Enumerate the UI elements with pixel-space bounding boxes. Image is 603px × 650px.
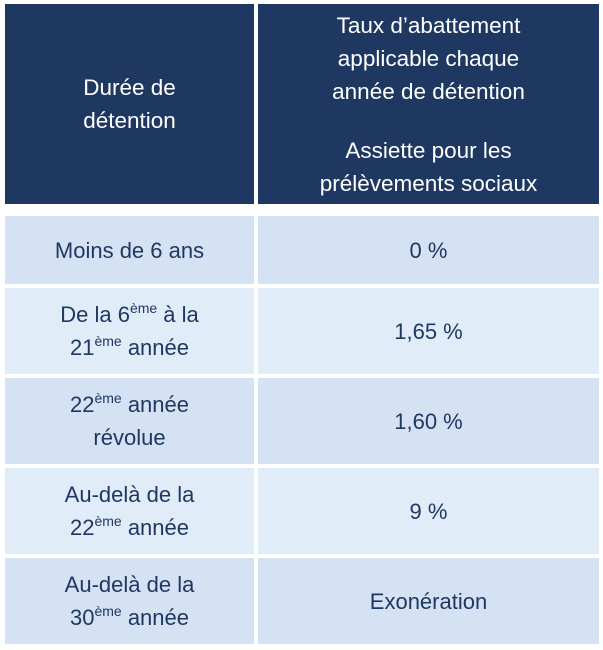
header-rate-line-2: applicable chaque [337, 45, 520, 71]
row-4-duration-line-1 [65, 478, 195, 511]
row-4-rate-cell [258, 468, 599, 554]
header-duration-cell [5, 4, 254, 204]
row-2-l1-sup: ème [129, 299, 158, 316]
row-4-l2-pre: 22 [69, 515, 95, 540]
row-3-l1-sup: ème [94, 389, 122, 406]
row-2-l1-pre: De la 6 [60, 302, 130, 327]
row-3-l2-pre: révolue [93, 425, 166, 450]
row-1-rate-cell [258, 216, 599, 284]
row-3-duration-line-1 [70, 388, 189, 421]
row-4-l2-post: année [121, 515, 189, 540]
row-3-l1-post: année [121, 392, 189, 417]
row-4-duration-line-2 [70, 511, 189, 544]
row-2-rate: 1,65 % [394, 318, 463, 344]
row-2-duration-line-2 [70, 331, 189, 364]
row-4-l2-sup: ème [94, 512, 122, 529]
row-5-duration-line-2 [70, 601, 189, 634]
row-2-l2-post: année [121, 335, 189, 360]
header-base-line-2: prélèvements sociaux [319, 170, 538, 196]
row-2-l1-post: à la [157, 302, 199, 327]
row-3-duration-cell [5, 378, 254, 464]
row-4-duration-cell [5, 468, 254, 554]
row-5-duration-cell [5, 558, 254, 644]
header-duration-line-2: détention [83, 108, 176, 133]
row-1-duration-line-1 [55, 234, 204, 267]
row-5-l2-pre: 30 [69, 605, 95, 630]
row-1-rate: 0 % [409, 237, 448, 263]
row-5-l2-post: année [121, 605, 189, 630]
row-3-duration-line-2 [93, 421, 165, 454]
header-rate-line-3: année de détention [332, 78, 525, 104]
row-5-duration-line-1 [65, 568, 195, 601]
row-5-l1-pre: Au-delà de la [64, 572, 195, 597]
row-2-l2-pre: 21 [69, 335, 95, 360]
row-5-rate: Exonération [369, 588, 488, 614]
row-5-l2-sup: ème [94, 602, 122, 619]
row-5-rate-cell [258, 558, 599, 644]
row-3-l1-pre: 22 [69, 392, 95, 417]
header-base-line-1: Assiette pour les [345, 137, 512, 163]
header-rate-cell [258, 4, 599, 204]
row-2-duration-cell [5, 288, 254, 374]
row-1-duration-cell [5, 216, 254, 284]
header-rate-line-1: Taux d’abattement [336, 12, 521, 38]
row-4-l1-pre: Au-delà de la [64, 482, 195, 507]
header-duration-line-1: Durée de [83, 75, 176, 100]
row-2-rate-cell [258, 288, 599, 374]
row-4-rate: 9 % [409, 498, 448, 524]
row-2-l2-sup: ème [94, 332, 122, 349]
row-3-rate: 1,60 % [394, 408, 463, 434]
row-1-duration-text: Moins de 6 ans [54, 237, 205, 263]
row-3-rate-cell [258, 378, 599, 464]
row-2-duration-line-1 [60, 298, 199, 331]
